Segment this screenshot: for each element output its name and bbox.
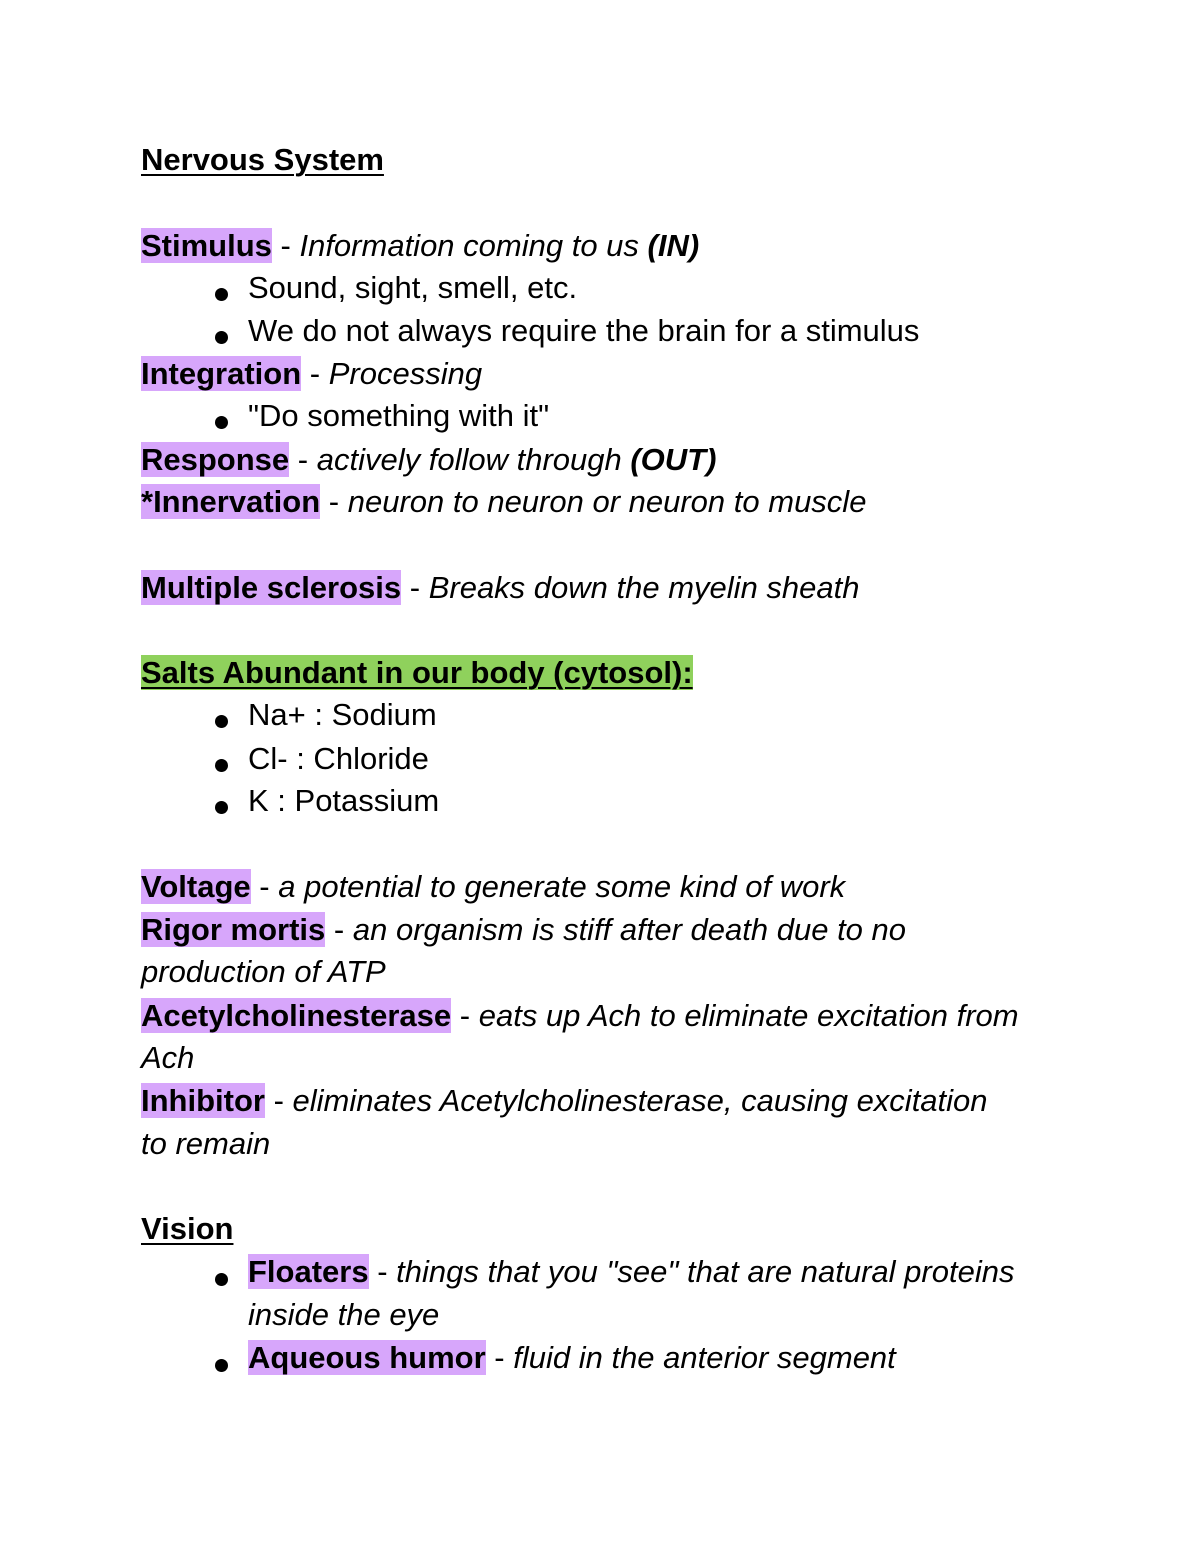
salts-heading: Salts Abundant in our body (cytosol): <box>141 655 693 690</box>
floaters-definition-cont: inside the eye <box>248 1297 440 1332</box>
response-tag: (OUT) <box>630 442 717 477</box>
voltage-line <box>141 867 845 907</box>
bullet-icon <box>215 1359 228 1372</box>
rigor-definition-cont: production of ATP <box>141 954 386 989</box>
integration-definition: Processing <box>328 356 483 391</box>
bullet-icon <box>215 1273 228 1286</box>
separator: - <box>301 356 329 391</box>
aqueous-term: Aqueous humor <box>248 1340 486 1375</box>
aqueous-definition: fluid in the anterior segment <box>513 1340 896 1375</box>
inhibitor-line <box>141 1081 988 1121</box>
integration-line <box>141 354 482 394</box>
voltage-definition: a potential to generate some kind of work <box>278 869 846 904</box>
separator: - <box>289 442 317 477</box>
rigor-line <box>141 910 906 950</box>
floaters-definition: things that you "see" that are natural proteins <box>396 1254 1015 1289</box>
stimulus-tag: (IN) <box>647 228 700 263</box>
bullet-icon <box>215 331 228 344</box>
separator: - <box>368 1254 397 1289</box>
list-item: K : Potassium <box>248 783 440 818</box>
separator: - <box>264 1083 293 1118</box>
response-definition: actively follow through <box>316 442 631 477</box>
list-item: Na+ : Sodium <box>248 697 437 732</box>
integration-term: Integration <box>141 356 302 391</box>
floaters-line <box>248 1252 1014 1292</box>
salts-heading-line <box>141 653 693 693</box>
vision-heading: Vision <box>141 1211 234 1246</box>
separator: - <box>451 998 479 1033</box>
bullet-icon <box>215 288 228 301</box>
innervation-line <box>141 482 866 522</box>
bullet-icon <box>215 416 228 429</box>
separator: - <box>485 1340 514 1375</box>
aqueous-line <box>248 1338 896 1378</box>
ache-term: Acetylcholinesterase <box>141 998 452 1033</box>
ms-term: Multiple sclerosis <box>141 570 402 605</box>
ms-definition: Breaks down the myelin sheath <box>428 570 860 605</box>
list-item: We do not always require the brain for a stimulus <box>248 313 920 348</box>
separator: - <box>325 912 353 947</box>
floaters-term: Floaters <box>248 1254 369 1289</box>
stimulus-definition: Information coming to us <box>299 228 648 263</box>
list-item: Sound, sight, smell, etc. <box>248 270 578 305</box>
separator: - <box>271 228 300 263</box>
ache-definition-cont: Ach <box>141 1040 195 1075</box>
response-line <box>141 440 716 480</box>
separator: - <box>401 570 429 605</box>
bullet-icon <box>215 715 228 728</box>
list-item: "Do something with it" <box>248 398 550 433</box>
ache-line <box>141 996 1019 1036</box>
inhibitor-term: Inhibitor <box>141 1083 265 1118</box>
bullet-icon <box>215 759 228 772</box>
separator: - <box>250 869 279 904</box>
page-title: Nervous System <box>141 142 384 177</box>
voltage-term: Voltage <box>141 869 251 904</box>
stimulus-line <box>141 226 699 266</box>
response-term: Response <box>141 442 290 477</box>
rigor-term: Rigor mortis <box>141 912 326 947</box>
innervation-term: *Innervation <box>141 484 321 519</box>
separator: - <box>320 484 348 519</box>
innervation-definition: neuron to neuron or neuron to muscle <box>347 484 867 519</box>
rigor-definition: an organism is stiff after death due to no <box>352 912 907 947</box>
bullet-icon <box>215 801 228 814</box>
ache-definition: eats up Ach to eliminate excitation from <box>478 998 1019 1033</box>
stimulus-term: Stimulus <box>141 228 272 263</box>
list-item: Cl- : Chloride <box>248 741 429 776</box>
inhibitor-definition-cont: to remain <box>141 1126 271 1161</box>
ms-line <box>141 568 860 608</box>
inhibitor-definition: eliminates Acetylcholinesterase, causing excitation <box>292 1083 988 1118</box>
